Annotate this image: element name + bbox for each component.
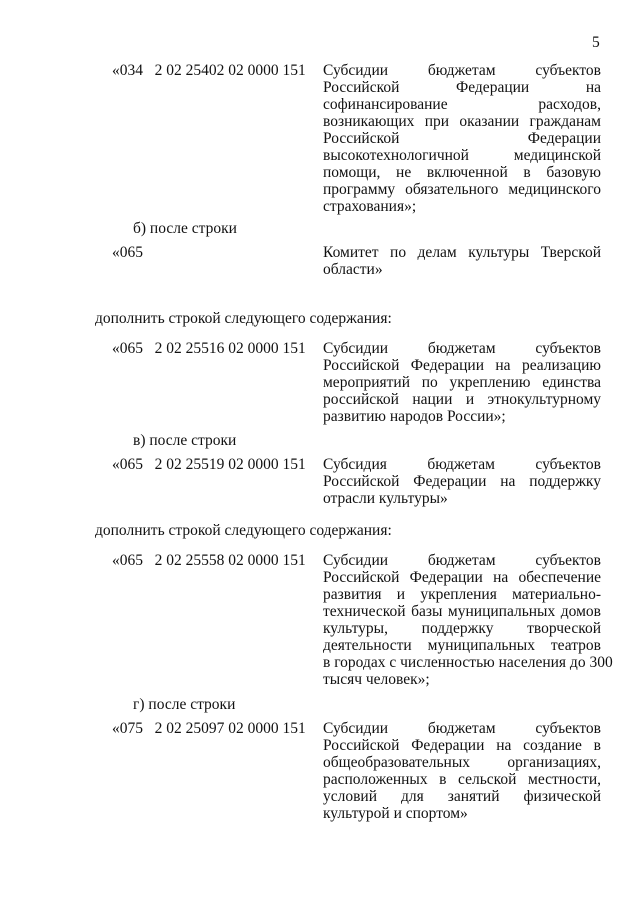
description-line: деятельности муниципальных театров	[323, 637, 601, 654]
budget-description	[323, 552, 613, 688]
description-line: условий для занятий физической	[323, 788, 601, 805]
budget-code: «065	[112, 244, 143, 261]
description-line: Российской Федерации на обеспечение	[323, 569, 601, 586]
budget-description	[323, 456, 601, 507]
description-line: общеобразовательных организациях,	[323, 754, 601, 771]
description-line: возникающих при оказании гражданам	[323, 113, 601, 130]
description-line: помощи, не включенной в базовую	[323, 164, 601, 181]
after-line-instruction: г) после строки	[133, 696, 236, 713]
description-line: расположенных в сельской местности,	[323, 771, 601, 788]
description-line: технической базы муниципальных домов	[323, 603, 601, 620]
description-line: Субсидии бюджетам субъектов	[323, 62, 601, 79]
description-line: страхования»;	[323, 198, 417, 215]
description-line: культуры, поддержку творческой	[323, 620, 601, 637]
description-line: софинансирование расходов,	[323, 96, 601, 113]
budget-description	[323, 720, 601, 822]
budget-code: «065 2 02 25519 02 0000 151	[112, 456, 306, 473]
description-line: Российской Федерации на реализацию	[323, 357, 601, 374]
description-line: мероприятий по укреплению единства	[323, 374, 601, 391]
description-line: развития и укрепления материально-	[323, 586, 601, 603]
budget-code: «075 2 02 25097 02 0000 151	[112, 720, 306, 737]
budget-code: «065 2 02 25516 02 0000 151	[112, 340, 306, 357]
after-line-instruction: в) после строки	[133, 432, 237, 449]
after-line-instruction: б) после строки	[133, 220, 237, 237]
description-line: в городах с численностью населения до 300	[323, 654, 613, 671]
supplement-instruction: дополнить строкой следующего содержания:	[95, 522, 392, 539]
description-line: Субсидии бюджетам субъектов	[323, 552, 601, 569]
description-line: Российской Федерации на создание в	[323, 737, 601, 754]
description-line: области»	[323, 261, 383, 278]
description-line: Российской Федерации	[323, 130, 601, 147]
description-line: российской нации и этнокультурному	[323, 391, 601, 408]
page-number: 5	[592, 34, 600, 51]
description-line: развитию народов России»;	[323, 408, 506, 425]
description-line: Субсидии бюджетам субъектов	[323, 720, 601, 737]
description-line: высокотехнологичной медицинской	[323, 147, 601, 164]
budget-code: «065 2 02 25558 02 0000 151	[112, 552, 306, 569]
budget-description	[323, 340, 601, 425]
budget-description	[323, 244, 601, 278]
description-line: Комитет по делам культуры Тверской	[323, 244, 601, 261]
budget-code: «034 2 02 25402 02 0000 151	[112, 62, 306, 79]
description-line: Российской Федерации на поддержку	[323, 473, 601, 490]
description-line: тысяч человек»;	[323, 671, 430, 688]
supplement-instruction: дополнить строкой следующего содержания:	[95, 310, 392, 327]
description-line: Субсидия бюджетам субъектов	[323, 456, 601, 473]
description-line: культурой и спортом»	[323, 805, 468, 822]
description-line: отрасли культуры»	[323, 490, 448, 507]
description-line: Субсидии бюджетам субъектов	[323, 340, 601, 357]
description-line: программу обязательного медицинского	[323, 181, 601, 198]
budget-description	[323, 62, 601, 215]
description-line: Российской Федерации на	[323, 79, 601, 96]
